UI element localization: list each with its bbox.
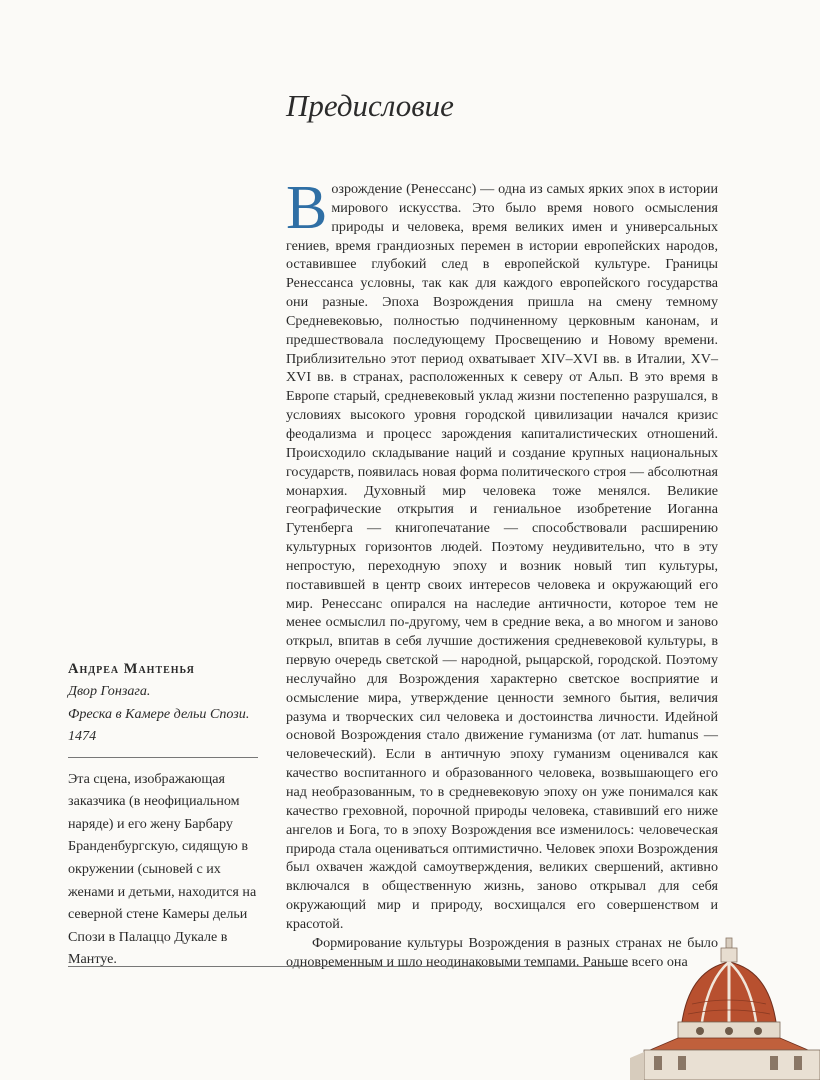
main-text — [286, 174, 718, 971]
caption-description: Эта сцена, изображающая заказчика (в неофициальном наряде) и его жену Барбару Бранденбургскую, сидящую в окружении (сыновей с их женами и детьми, находится на северной стене Камеры дельи Спози в Палаццо Дукале в Мантуе. — [68, 770, 257, 968]
caption-work-line-2: Фреска в Камере дельи Спози. — [68, 705, 250, 722]
footer-rule — [68, 966, 628, 967]
caption-year: 1474 — [68, 728, 97, 745]
caption-divider — [68, 757, 258, 758]
cathedral-dome-illustration — [630, 930, 820, 1080]
paragraph-2: Формирование культуры Возрождения в разных странах не было одновременным и шло неодинаковыми темпами. Раньше всего она — [286, 934, 718, 970]
caption-author: Андреа Мантенья — [68, 661, 195, 677]
caption-work-line-1: Двор Гонзага. — [68, 683, 151, 700]
paragraph-1-text: озрождение (Ренессанс) — одна из самых ярких эпох в истории мирового искусства. Это было время нового осмысления природы и человека, время великих имен и универсальных гениев, время грандиозных перемен в истории европейских народов, оставившее глубокий след в европейской культуре. Границы Ренессанса условны, так как для каждого европейского государства они разные. Эпоха Возрождения пришла на смену темному Средневековью, полностью подчиненному церковным канонам, и предшествовала последующему Просвещению и Новому времени. Приблизительно этот период охватывает XIV–XVI вв. в Италии, XV–XVI вв. в странах, расположенных к северу от Альп. В это время в Европе старый, средневековый уклад жизни постепенно разрушался, в условиях высокого уровня городской цивилизации начался кризис феодализма и процесс зарождения капиталистических отношений. Происходило складывание наций и создание крупных национальных государств, появилась новая форма политического строя — абсолютная монархия. Духовный мир человека тоже менялся. Великие географические открытия и гениальное изобретение Иоганна Гутенберга — книгопечатание — способствовали расширению культурных горизонтов людей. Поэтому неудивительно, что в эту непростую, переходную эпоху и возник новый тип культуры, поставившей в центр своих интересов человека и окружающий его мир. Ренессанс опирался на наследие античности, которое тем не менее осмыслил по-другому, чем в средние века, а во многом и заново открыл, впитав в себя лучшие достижения средневековой культуры, в первую очередь светской — народной, рыцарской, городской. Поэтому неслучайно для Возрождения характерно светское восприятие и осмысление мира, утверждение ценности земного бытия, величия разума и творческих сил человека и достоинства личности. Идейной основой Возрождения стало движение гуманизма (от лат. humanus — человеческий). Если в античную эпоху гуманизм оценивался как качество воспитанного и образованного человека, возвышающего его над необразованным, то в средневековую эпоху он уже понимался как качество греховной, порочной природы человека, ставивший его ниже ангелов и Бога, то в эпоху Возрождения все изменилось: человеческая природа стала оцениваться оптимистично. Человек эпохи Возрождения был охвачен жаждой самоутверждения, великих свершений, активно включался в общественную жизнь, заново открывал для себя окружающий мир и природу, восхищался его совершенством и красотой. — [286, 181, 718, 932]
page-title: Предисловие — [286, 88, 454, 123]
paragraph-1 — [286, 174, 718, 934]
drop-cap: В — [286, 174, 328, 242]
image-caption — [68, 658, 258, 971]
